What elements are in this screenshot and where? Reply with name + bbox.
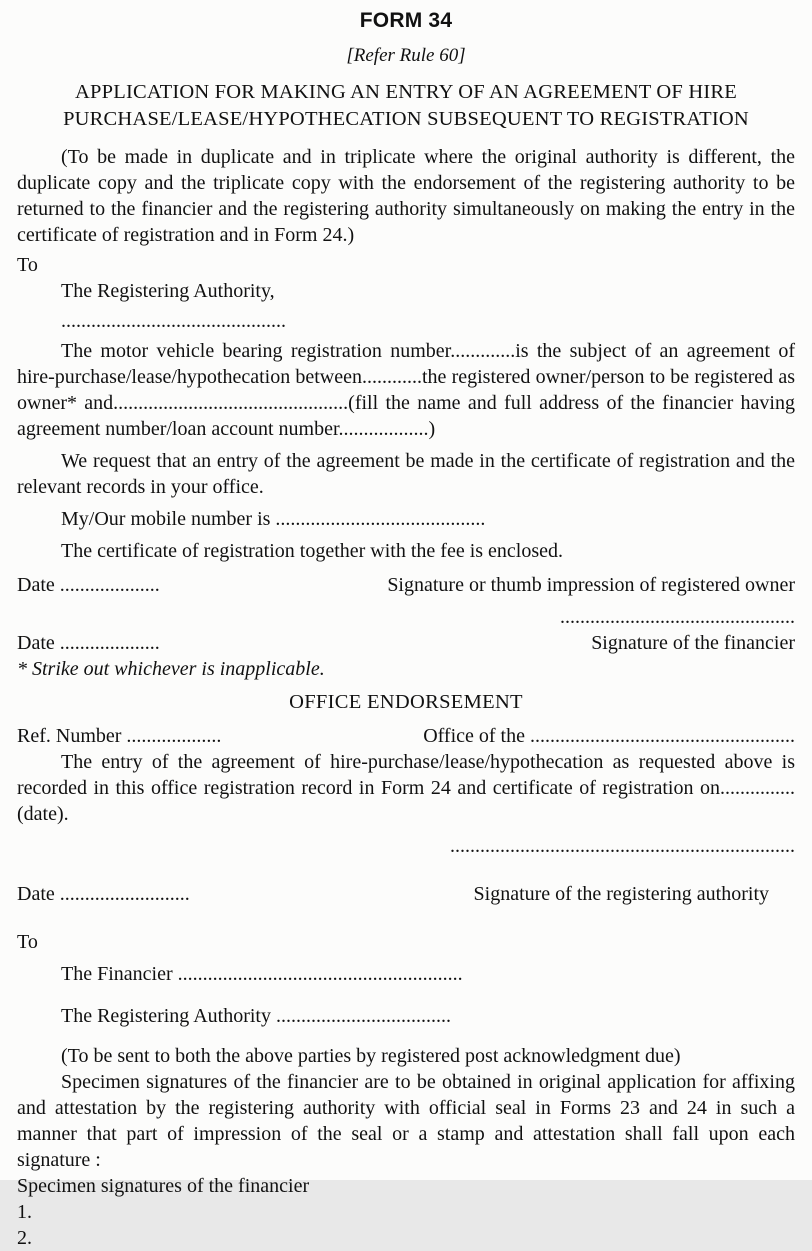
registering-authority-address-line: The Registering Authority ................................... (61, 1005, 451, 1027)
form-heading-line1: APPLICATION FOR MAKING AN ENTRY OF AN AGREEMENT OF HIRE (75, 81, 737, 103)
date-signature-row-financier (17, 630, 795, 656)
date-field-2: Date .................... (17, 632, 160, 654)
registering-authority-salutation: The Registering Authority, (61, 280, 275, 302)
mobile-number-line: My/Our mobile number is .......................................... (61, 508, 486, 530)
signature-financier-label: Signature of the financier (591, 632, 795, 654)
specimen-item-1: 1. (17, 1201, 32, 1223)
entry-recorded-paragraph: The entry of the agreement of hire-purchase/lease/hypothecation as requested above is recorded in this office registration record in Form 24 and certificate of registration on...............(date). (17, 751, 795, 825)
specimen-item-2: 2. (17, 1227, 32, 1249)
ref-number-field: Ref. Number ................... (17, 725, 222, 747)
to-label-1: To (17, 254, 38, 276)
date-signature-row-owner (17, 572, 795, 598)
request-paragraph: We request that an entry of the agreement be made in the certificate of registration and the relevant records in your office. (17, 450, 795, 498)
form-heading (17, 79, 795, 133)
to-label-2: To (17, 931, 38, 953)
sent-by-post-note: (To be sent to both the above parties by registered post acknowledgment due) (61, 1045, 681, 1067)
form-title: FORM 34 (359, 9, 453, 32)
intro-paragraph: (To be made in duplicate and in triplicate where the original authority is different, the duplicate copy and the triplicate copy with the endorsement of the registering authority to be returned to the financier and the registering authority simultaneously on making the entry in the certificate of registration and in Form 24.) (17, 146, 795, 246)
office-of-field: Office of the ..................................................... (423, 725, 795, 747)
form-heading-line2: PURCHASE/LEASE/HYPOTHECATION SUBSEQUENT TO REGISTRATION (63, 108, 749, 130)
fee-enclosed-line: The certificate of registration together with the fee is enclosed. (61, 540, 564, 562)
registering-authority-signature-dots: ..................................................................... (450, 835, 795, 857)
signature-owner-label: Signature or thumb impression of registered owner (387, 574, 795, 596)
specimen-signatures-label: Specimen signatures of the financier (17, 1175, 310, 1197)
ref-office-row (17, 723, 795, 749)
financier-address-line: The Financier ......................................................... (61, 963, 463, 985)
financier-signature-dots: ............................................... (560, 606, 795, 628)
date-field-3: Date .......................... (17, 883, 190, 905)
date-signature-row-authority (17, 881, 795, 907)
specimen-paragraph: Specimen signatures of the financier are to be obtained in original application for affixing and attestation by the registering authority with official seal in Forms 23 and 24 in such a manner that part of impression of the seal or a stamp and attestation shall fall upon each signature : (17, 1071, 795, 1171)
vehicle-paragraph: The motor vehicle bearing registration number.............is the subject of an agreement of hire-purchase/lease/hypothecation between............the registered owner/person to be registered as owner* and...............................................(fill the name and full address of the financier having agreement number/loan account number..................) (17, 340, 795, 440)
authority-address-dots: ............................................. (61, 310, 286, 332)
office-endorsement-title: OFFICE ENDORSEMENT (289, 691, 523, 713)
signature-registering-authority-label: Signature of the registering authority (473, 883, 769, 905)
date-field-1: Date .................... (17, 574, 160, 596)
rule-reference: [Refer Rule 60] (346, 45, 466, 66)
strike-out-note: * Strike out whichever is inapplicable. (17, 658, 325, 680)
